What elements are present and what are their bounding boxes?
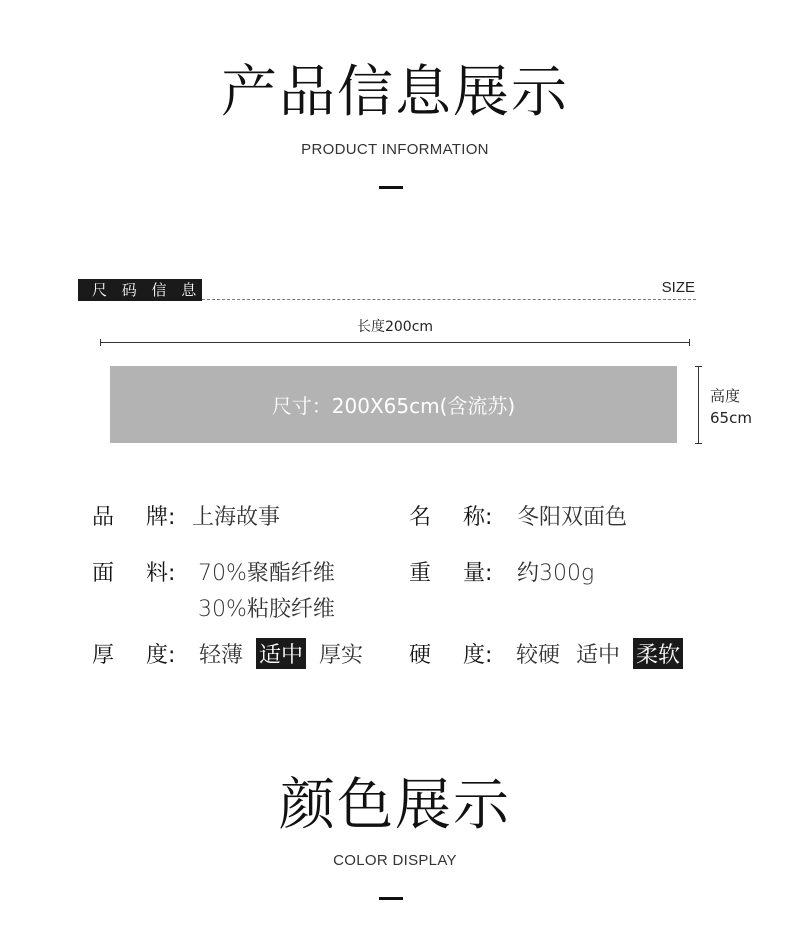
thickness-options	[196, 643, 376, 668]
spec-weight	[409, 556, 594, 587]
size-rectangle	[110, 366, 677, 443]
length-label: 长度200cm	[356, 319, 434, 335]
product-info-subtitle: PRODUCT INFORMATION	[301, 141, 489, 158]
hardness-options	[513, 643, 693, 668]
hardness-option: 柔软	[633, 638, 683, 669]
size-rectangle-text: 尺寸：200X65cm(含流苏)	[271, 394, 516, 418]
dashed-divider	[202, 299, 696, 300]
hardness-option: 较硬	[516, 643, 561, 668]
spec-hardness	[409, 638, 693, 669]
spec-brand	[92, 500, 280, 531]
height-label-line-1: 高度	[710, 387, 741, 405]
title-divider	[379, 897, 403, 900]
spec-fabric	[92, 556, 335, 587]
length-dimension-line	[100, 342, 690, 343]
spec-name	[409, 500, 627, 531]
spec-weight-key: 重 量:	[409, 561, 493, 586]
spec-fabric-line-2	[198, 592, 335, 623]
spec-name-key: 名 称:	[409, 505, 493, 530]
height-dimension-line	[698, 366, 699, 444]
spec-brand-value: 上海故事	[192, 505, 281, 530]
spec-fabric-key: 面 料:	[92, 561, 176, 586]
size-info-tag: 尺 码 信 息	[78, 279, 202, 301]
height-label-line-2: 65cm	[710, 409, 752, 427]
spec-weight-value: 约300g	[517, 561, 595, 586]
height-label	[710, 385, 752, 429]
spec-thickness-key: 厚 度:	[92, 643, 176, 668]
size-label-en: SIZE	[661, 279, 695, 296]
spec-thickness	[92, 638, 376, 669]
spec-name-value: 冬阳双面色	[517, 505, 628, 530]
hardness-option: 适中	[576, 643, 621, 668]
spec-fabric-value-2: 30%粘胶纤维	[198, 597, 335, 622]
color-display-subtitle: COLOR DISPLAY	[333, 852, 457, 869]
spec-brand-key: 品 牌:	[92, 505, 176, 530]
title-divider	[379, 186, 403, 189]
thickness-option: 适中	[256, 638, 306, 669]
color-display-title: 颜色展示	[279, 773, 511, 838]
thickness-option: 轻薄	[199, 643, 244, 668]
thickness-option: 厚实	[319, 643, 364, 668]
product-info-title: 产品信息展示	[221, 60, 569, 125]
spec-hardness-key: 硬 度:	[409, 643, 493, 668]
spec-fabric-value-1: 70%聚酯纤维	[198, 561, 335, 586]
